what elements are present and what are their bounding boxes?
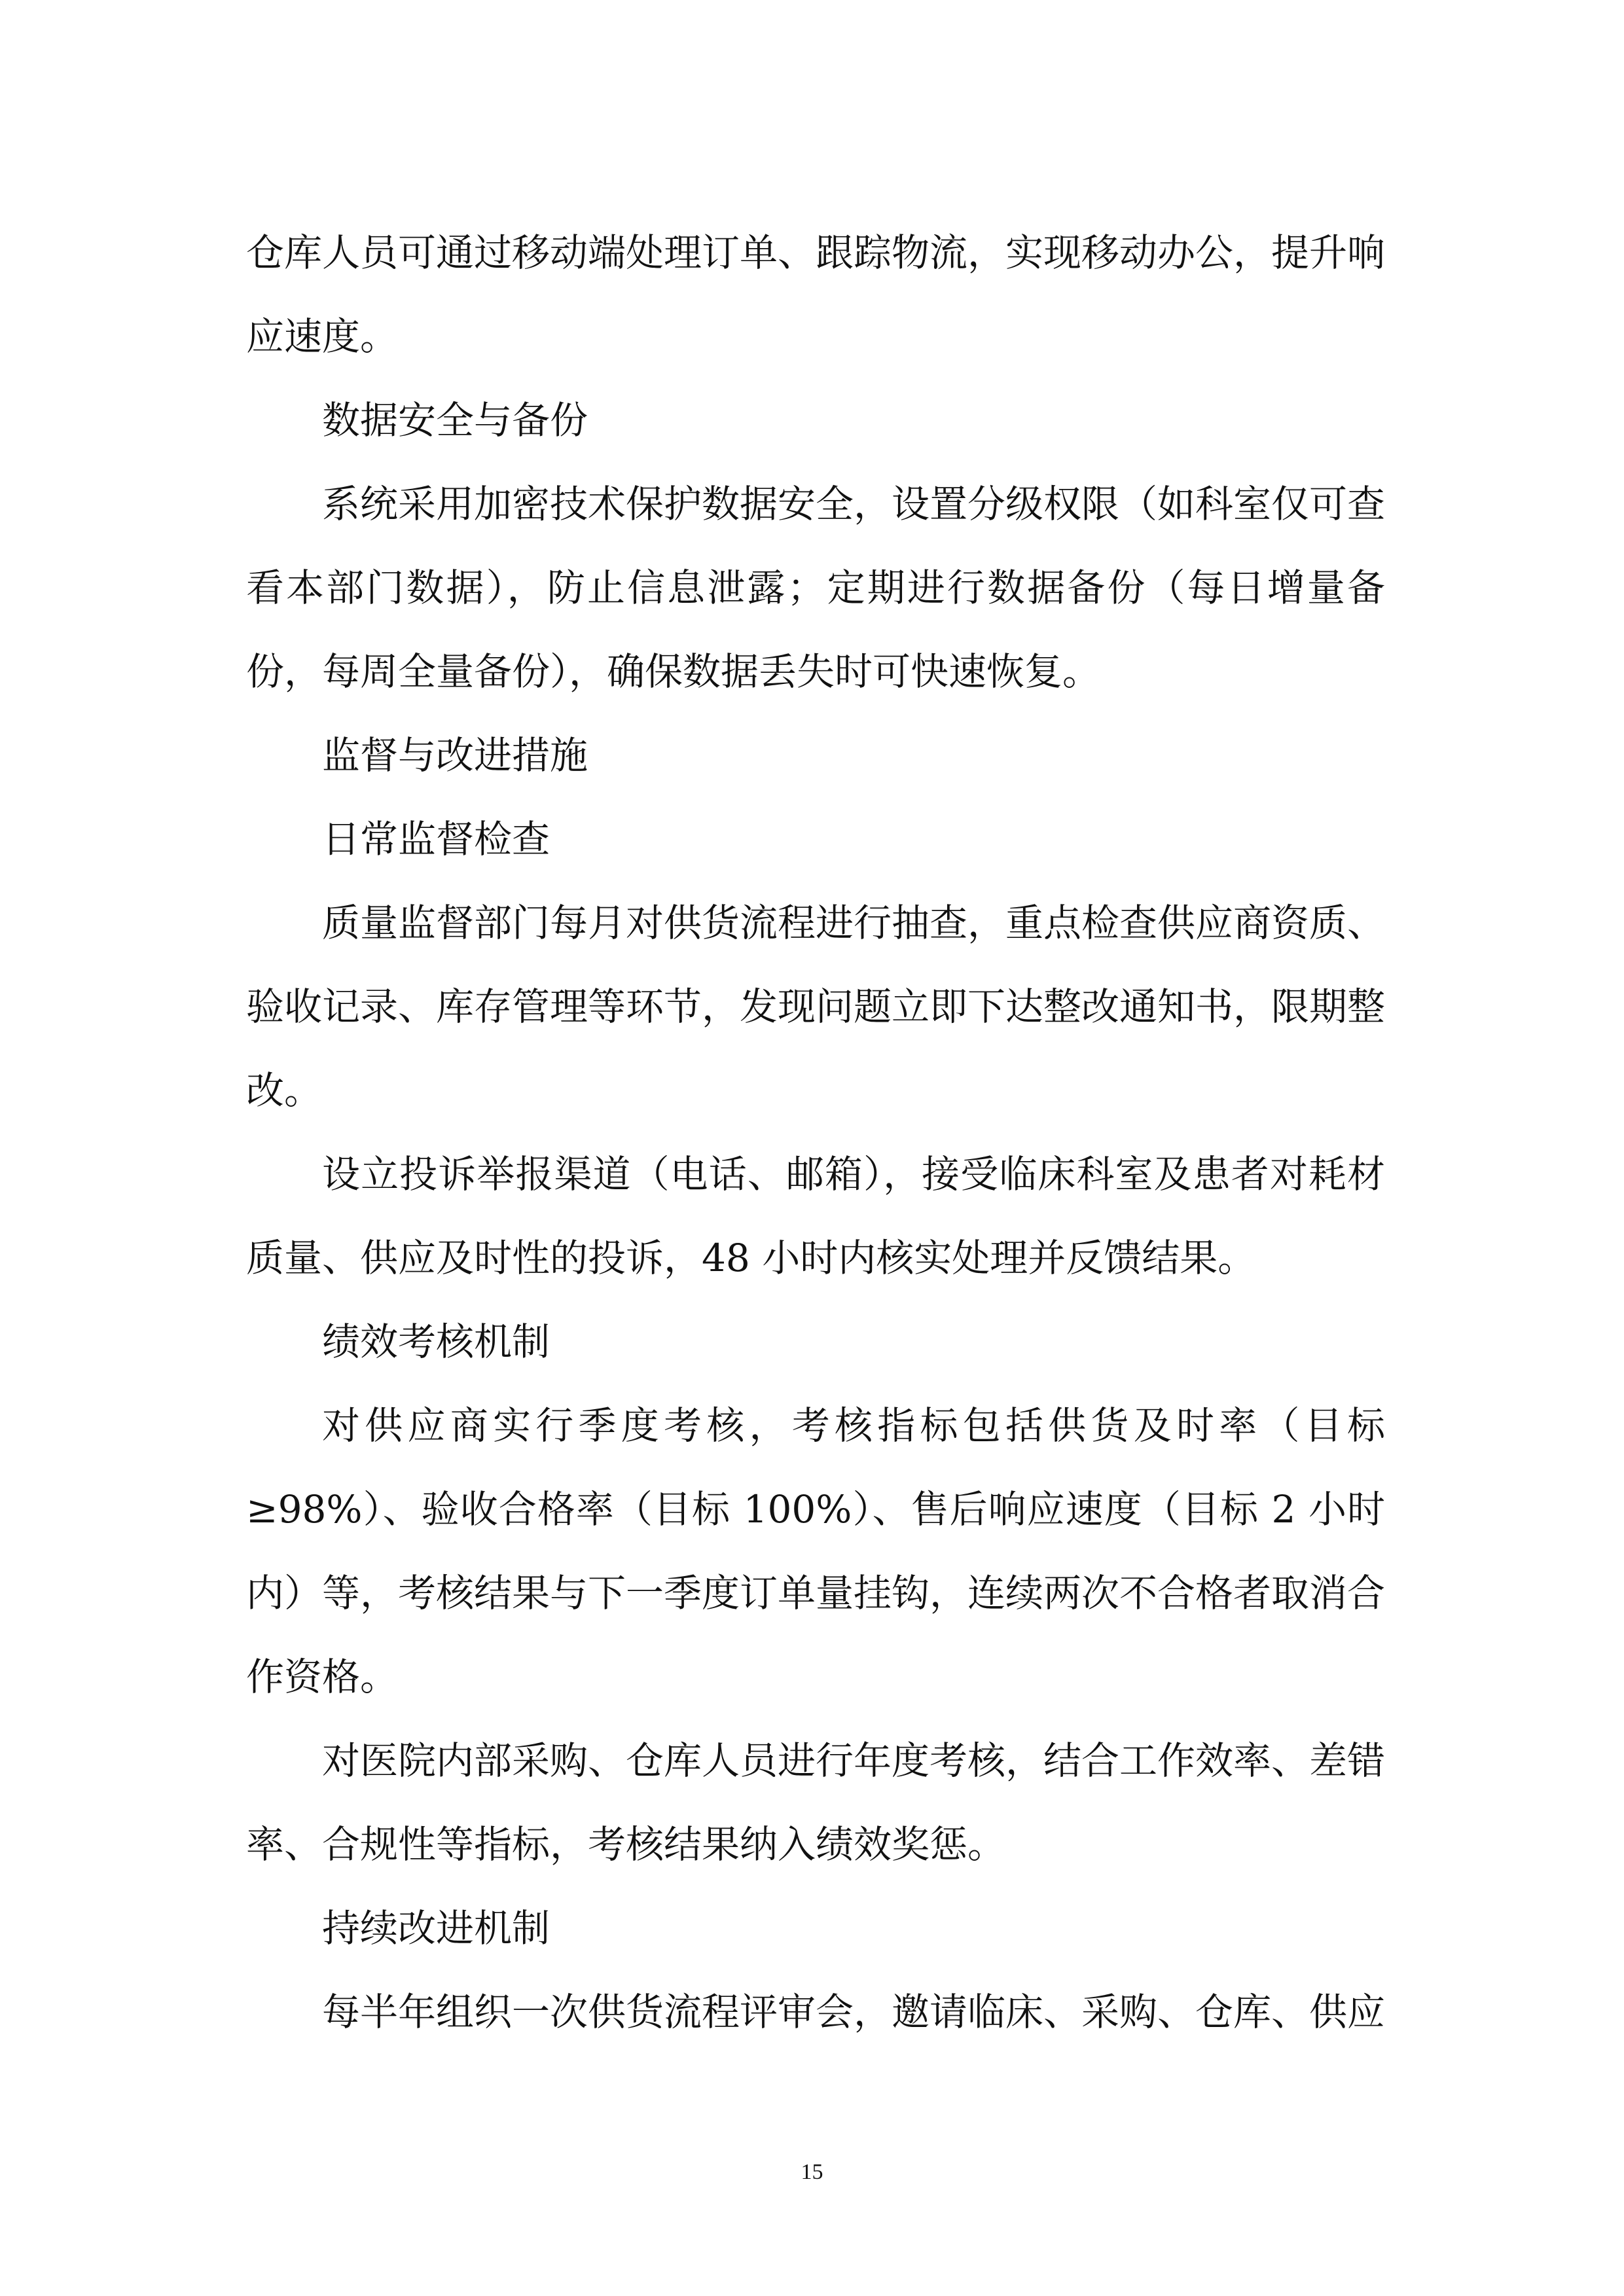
page-number: 15 [801,2160,823,2184]
paragraph-staff-assessment: 对医院内部采购、仓库人员进行年度考核，结合工作效率、差错率、合规性等指标，考核结果纳入绩效奖惩。 [246,1738,1386,1867]
paragraph-supplier-assessment: 对供应商实行季度考核，考核指标包括供货及时率（目标≥98%）、验收合格率（目标 100%）、售后响应速度（目标 2 小时内）等，考核结果与下一季度订单量挂钩，连续两次不合格者取消合作资格。 [246,1403,1386,1699]
paragraph-mobile-office: 仓库人员可通过移动端处理订单、跟踪物流，实现移动办公，提升响应速度。 [246,230,1386,359]
heading-data-security: 数据安全与备份 [322,398,588,442]
heading-daily-inspection: 日常监督检查 [322,817,550,861]
heading-supervision: 监督与改进措施 [322,733,588,778]
paragraph-complaint-channel: 设立投诉举报渠道（电话、邮箱），接受临床科室及患者对耗材质量、供应及时性的投诉，48 小时内核实处理并反馈结果。 [246,1152,1385,1280]
body-text [246,211,1385,2054]
paragraph-review-meeting: 每半年组织一次供货流程评审会，邀请临床、采购、仓库、供应 [322,1990,1386,2034]
heading-performance: 绩效考核机制 [322,1319,550,1364]
heading-continuous-improvement: 持续改进机制 [322,1906,550,1950]
paragraph-data-security: 系统采用加密技术保护数据安全，设置分级权限（如科室仅可查看本部门数据），防止信息泄露；定期进行数据备份（每日增量备份，每周全量备份），确保数据丢失时可快速恢复。 [246,482,1386,694]
paragraph-monthly-inspection: 质量监督部门每月对供货流程进行抽查，重点检查供应商资质、验收记录、库存管理等环节，发现问题立即下达整改通知书，限期整改。 [246,901,1386,1113]
